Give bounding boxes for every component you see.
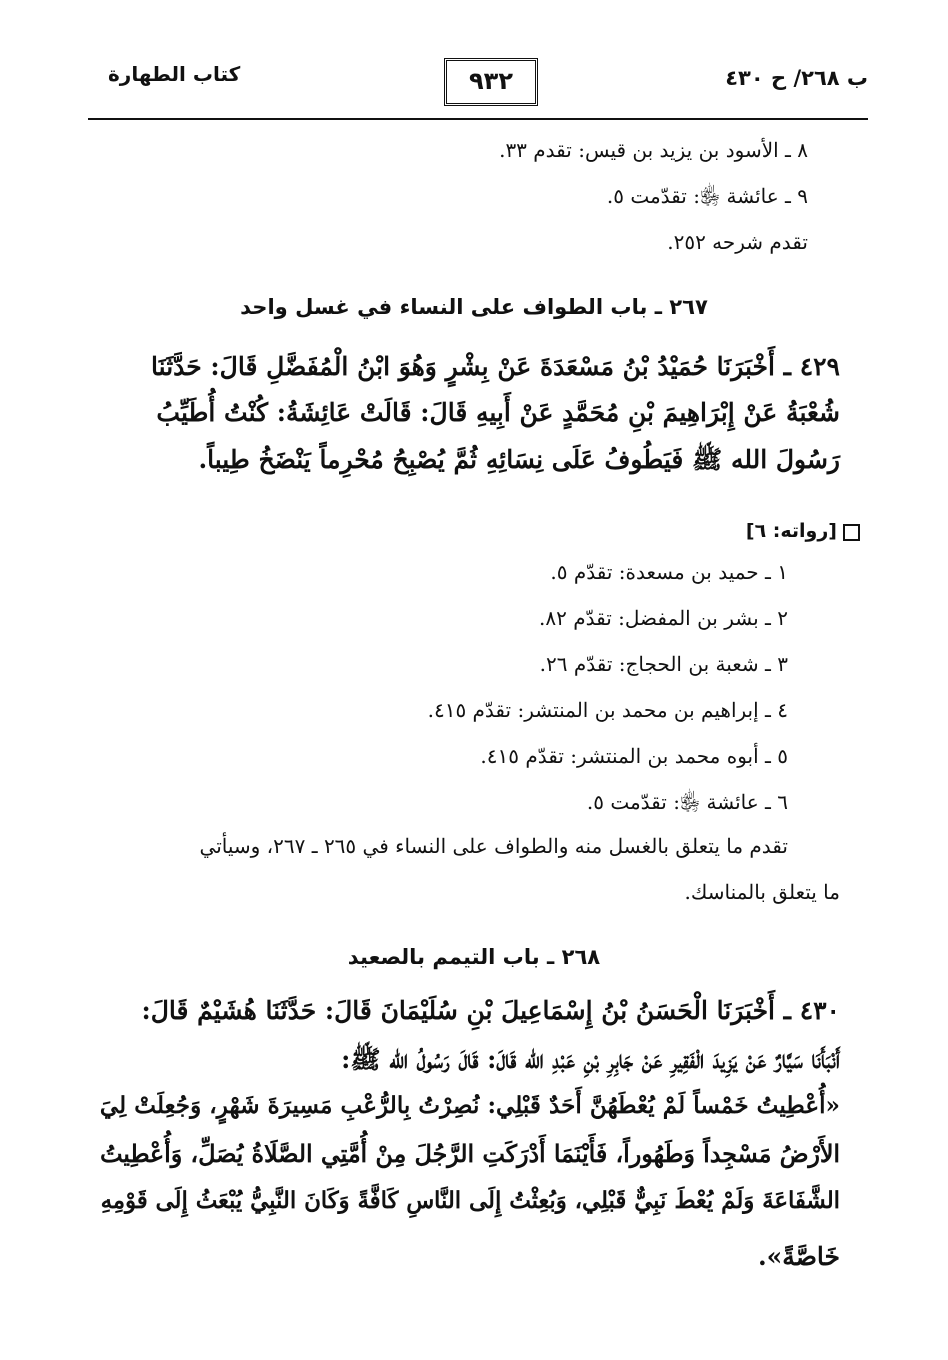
narrator-line: ٨ ـ الأسود بن يزيد بن قيس: تقدم ٣٣. [499, 138, 808, 162]
narrator-line: ٩ ـ عائشة ﵂: تقدّمت ٥. [606, 184, 808, 208]
hadith-text-line: أَنْبَأَنَا سَيَّارٌ عَنْ يَزِيدَ الْفَقِيرِ عَنْ جَابِرِ بْنِ عَبْدِ الله قَالَ: قَالَ رَسُولُ الله ﷺ: [341, 1045, 840, 1074]
hadith-text-line: شُعْبَةُ عَنْ إِبْرَاهِيمَ بْنِ مُحَمَّدٍ عَنْ أَبِيهِ قَالَ: قَالَتْ عَائِشَةُ: كُنْتُ أُطَيِّبُ [156, 398, 840, 427]
page-number-box: ٩٣٢ [444, 58, 538, 106]
narrator-line: ٥ ـ أبوه محمد بن المنتشر: تقدّم ٤١٥. [480, 744, 788, 768]
hadith-text-line: «أُعْطِيتُ خَمْساً لَمْ يُعْطَهُنَّ أَحَدٌ قَبْلِي: نُصِرْتُ بِالرُّعْبِ مَسِيرَةَ شَهْرٍ، وَجُعِلَتْ لِيَ [99, 1092, 840, 1119]
book-title: كتاب الطهارة [108, 62, 241, 86]
narrator-line: ٦ ـ عائشة ﵂: تقدّمت ٥. [586, 790, 788, 814]
hadith-text-line: الأَرْضُ مَسْجِداً وَطَهُوراً، فَأَيْنَمَا أَدْرَكَتِ الرَّجُلَ مِنْ أُمَّتِي الصَّلَاةُ يُصَلِّ، وَأُعْطِيتُ [99, 1140, 840, 1168]
commentary-note: تقدم ما يتعلق بالغسل منه والطواف على النساء في ٢٦٥ ـ ٢٦٧، وسيأتي [199, 834, 788, 858]
header-rule [88, 118, 868, 120]
square-bullet-icon [843, 524, 860, 541]
chapter-heading: ٢٦٨ ـ باب التيمم بالصعيد [347, 944, 601, 969]
chapter-heading: ٢٦٧ ـ باب الطواف على النساء في غسل واحد [240, 294, 708, 319]
commentary-note: تقدم شرحه ٢٥٢. [667, 230, 808, 254]
page-header [88, 58, 868, 120]
chapter-hadith-reference: ب ٢٦٨/ ح ٤٣٠ [725, 66, 868, 90]
narrator-line: ٣ ـ شعبة بن الحجاج: تقدّم ٢٦. [539, 652, 788, 676]
hadith-text-line: ٤٢٩ ـ أَخْبَرَنَا حُمَيْدُ بْنُ مَسْعَدَةَ عَنْ بِشْرٍ وَهُوَ ابْنُ الْمُفَضَّلِ قَالَ: حَدَّثَنَا [151, 352, 840, 381]
narrator-line: ٢ ـ بشر بن المفضل: تقدّم ٨٢. [539, 606, 788, 630]
commentary-note: ما يتعلق بالمناسك. [684, 880, 840, 904]
hadith-text-line: ٤٣٠ ـ أَخْبَرَنَا الْحَسَنُ بْنُ إِسْمَاعِيلَ بْنِ سُلَيْمَانَ قَالَ: حَدَّثَنَا هُشَيْمٌ قَالَ: [141, 996, 840, 1025]
narrators-heading: [رواته: ٦] [746, 520, 860, 542]
hadith-text-line: رَسُولَ الله ﷺ فَيَطُوفُ عَلَى نِسَائِهِ ثُمَّ يُصْبِحُ مُحْرِماً يَنْضَخُ طِيباً. [198, 445, 840, 474]
narrator-line: ١ ـ حميد بن مسعدة: تقدّم ٥. [550, 560, 788, 584]
hadith-text-line: خَاصَّةً». [757, 1242, 840, 1271]
narrator-line: ٤ ـ إبراهيم بن محمد بن المنتشر: تقدّم ٤١٥. [427, 698, 788, 722]
hadith-text-line: الشَّفَاعَةَ وَلَمْ يُعْطَ نَبِيٌّ قَبْلِي، وَبُعِثْتُ إِلَى النَّاسِ كَافَّةً وَكَانَ النَّبِيُّ يُبْعَثُ إِلَى قَوْمِهِ [100, 1188, 840, 1214]
